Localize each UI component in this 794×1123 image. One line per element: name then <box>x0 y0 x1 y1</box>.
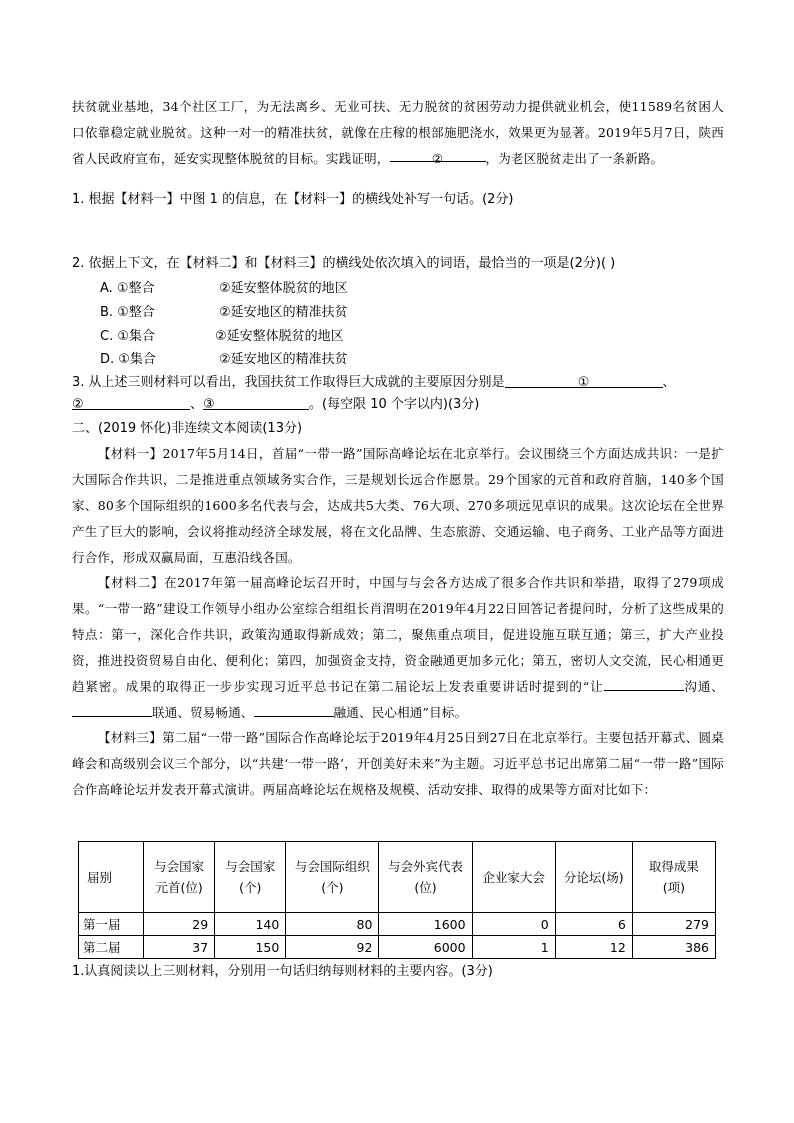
material-2-text-b: 沟通、 <box>683 679 724 694</box>
table-cell: 第二届 <box>79 936 144 959</box>
material-3-paragraph <box>72 725 724 803</box>
section-2-heading: 二、(2019 怀化)非连续文本阅读(13分) <box>72 421 303 436</box>
answer-blank-3[interactable]: ③ <box>203 394 309 410</box>
fill-blank-fund[interactable] <box>254 701 334 717</box>
table-cell: 6 <box>555 913 632 936</box>
question-1: 1. 根据【材料一】中图 1 的信息，在【材料一】的横线处补写一句话。(2分) <box>72 192 514 207</box>
table-header-cell: 与会国际组织(个) <box>286 842 379 913</box>
table-header-row <box>79 842 716 913</box>
option-a-text: ②延安整体脱贫的地区 <box>219 281 348 296</box>
material-2-text-d: 融通、民心相通”目标。 <box>333 705 468 720</box>
option-d-text: ②延安地区的精准扶贫 <box>219 352 348 367</box>
fill-blank-2[interactable]: ② <box>390 146 486 162</box>
fill-blank-policy[interactable] <box>604 675 684 691</box>
option-a-letter[interactable]: A. ①整合 <box>100 281 155 296</box>
question-2-stem: 2. 依据上下文，在【材料二】和【材料三】的横线处依次填入的词语，最恰当的一项是(2分)( ) <box>72 256 616 271</box>
table-cell: 0 <box>472 913 555 936</box>
table-cell: 279 <box>632 913 715 936</box>
question-3-line1 <box>72 372 676 394</box>
material3-tail-text-end: ，为老区脱贫走出了一条新路。 <box>485 151 664 166</box>
table-header-cell: 与会外宾代表(位) <box>379 842 472 913</box>
material-2-text: 在2017年第一届高峰论坛召开时，中国与与会各方达成了很多合作共识和举措，取得了279项成果。“一带一路”建设工作领导小组办公室综合组组长肖渭明在2019年4月22日回答记者提问时，分析了这些成果的特点：第一，深化合作共识，政策沟通取得新成效；第二，聚焦重点项目，促进设施互联互通；第三，扩大产业投资，推进投资贸易自由化、便利化；第四，加强资金支持，资金融通更加多元化；第五，密切人文交流，民心相通更趋紧密。成果的取得正一步步实现习近平总书记在第二届论坛上发表重要讲话时提到的“让 <box>72 575 724 694</box>
table-header-cell: 与会国家元首(位) <box>144 842 215 913</box>
material3-tail-paragraph <box>72 94 724 172</box>
material-2-text-c: 联通、贸易畅通、 <box>152 705 254 720</box>
material-1-label: 【材料一】 <box>98 446 163 461</box>
table-header-cell: 届别 <box>79 842 144 913</box>
final-question: 1.认真阅读以上三则材料，分别用一句话归纳每则材料的主要内容。(3分) <box>72 964 493 979</box>
table-cell: 37 <box>144 936 215 959</box>
material3-tail-text: 扶贫就业基地，34个社区工厂，为无法离乡、无业可扶、无力脱贫的贫困劳动力提供就业机会，使11589名贫困人口依靠稳定就业脱贫。这种一对一的精准扶贫，就像在庄稼的根部施肥浇水，效果更为显著。2019年5月7日，陕西省人民政府宣布，延安实现整体脱贫的目标。实践证明， <box>72 99 724 166</box>
question-3-sep: 、 <box>662 375 676 390</box>
option-d-letter[interactable]: D. ①集合 <box>100 352 156 367</box>
option-c-letter[interactable]: C. ①集合 <box>100 329 155 344</box>
table-cell: 92 <box>286 936 379 959</box>
question-3-sep-2: 、 <box>190 397 204 412</box>
table-row <box>79 913 716 936</box>
table-cell: 150 <box>215 936 286 959</box>
fill-blank-facility[interactable] <box>72 701 152 717</box>
question-3-text: 3. 从上述三则材料可以看出，我国扶贫工作取得巨大成就的主要原因分别是 <box>72 375 505 390</box>
table-header-cell: 分论坛(场) <box>555 842 632 913</box>
table-cell: 1600 <box>379 913 472 936</box>
material-1-text: 2017年5月14日，首届“一带一路”国际高峰论坛在北京举行。会议围绕三个方面达成共识：一是扩大国际合作共识，二是推进重点领域务实合作，三是规划长远合作愿景。29个国家的元首和政府首脑，140多个国家、80多个国际组织的1600多名代表与会，达成共5大类、76大项、270多项远见卓识的成果。这次论坛在全世界产生了巨大的影响，会议将推动经济全球发展，将在文化品牌、生态旅游、交通运输、电子商务、工业产品等方面进行合作，形成双赢局面，互惠沿线各国。 <box>72 446 724 565</box>
question-3-line2 <box>72 394 479 416</box>
table-cell: 6000 <box>379 936 472 959</box>
table-cell: 29 <box>144 913 215 936</box>
material-2-label: 【材料二】 <box>98 575 165 590</box>
table-header-cell: 与会国家(个) <box>215 842 286 913</box>
table-cell: 第一届 <box>79 913 144 936</box>
table-row <box>79 936 716 959</box>
material-3-label: 【材料三】 <box>98 730 163 745</box>
material-3-text: 第二届“一带一路”国际合作高峰论坛于2019年4月25日到27日在北京举行。主要包括开幕式、圆桌峰会和高级别会议三个部分，以“共建‘一带一路’，开创美好未来”为主题。习近平总书记出席第二届“一带一路”国际合作高峰论坛并发表开幕式演讲。两届高峰论坛在规格及规模、活动安排、取得的成果等方面对比如下： <box>72 730 724 797</box>
table-cell: 1 <box>472 936 555 959</box>
table-cell: 80 <box>286 913 379 936</box>
table-cell: 140 <box>215 913 286 936</box>
answer-blank-1[interactable]: ① <box>505 372 663 388</box>
table-cell: 12 <box>555 936 632 959</box>
option-b-letter[interactable]: B. ①整合 <box>100 305 155 320</box>
material-1-paragraph <box>72 441 724 571</box>
table-header-cell: 企业家大会 <box>472 842 555 913</box>
option-b-text: ②延安地区的精准扶贫 <box>219 305 348 320</box>
option-c-text: ②延安整体脱贫的地区 <box>215 329 344 344</box>
table-cell: 386 <box>632 936 715 959</box>
material-2-paragraph <box>72 570 724 726</box>
question-3-note: 。(每空限 10 个字以内)(3分) <box>309 397 480 412</box>
answer-blank-2[interactable]: ② <box>72 394 190 410</box>
table-header-cell: 取得成果(项) <box>632 842 715 913</box>
forum-comparison-table <box>78 841 716 959</box>
